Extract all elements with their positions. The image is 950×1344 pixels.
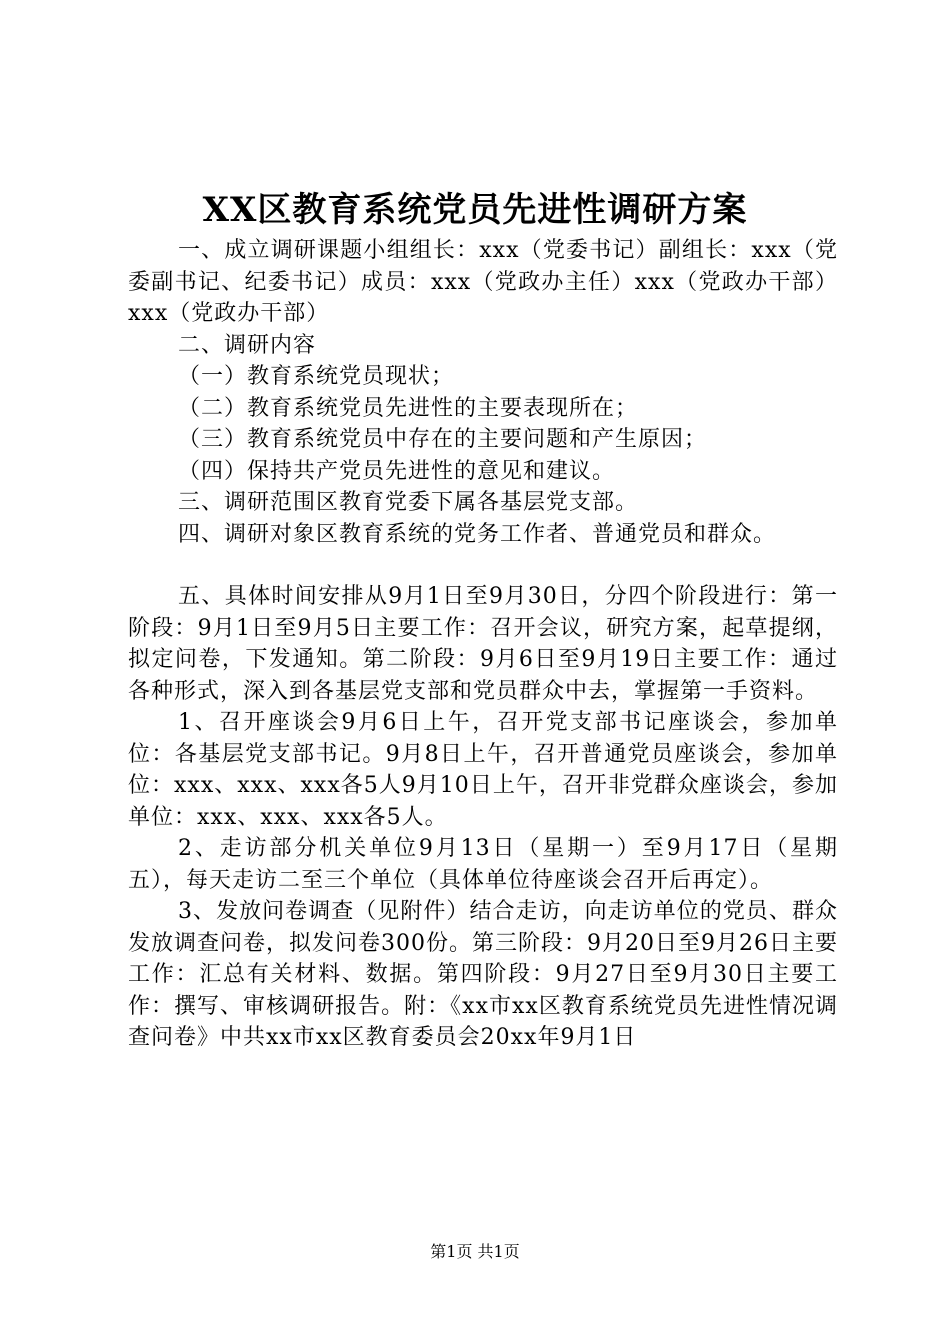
section-4-targets: 四、调研对象区教育系统的党务工作者、普通党员和群众。 [178,521,777,547]
section-2-heading: 二、调研内容 [178,332,317,358]
content-item-1: （一）教育系统党员现状； [178,364,455,389]
document-body [128,235,838,1054]
page-number-footer: 第1页 共1页 [430,1242,520,1261]
document-title: XX区教育系统党员先进性调研方案 [202,190,748,230]
schedule-item-3: 3、发放问卷调查（见附件）结合走访，向走访单位的党员、群众发放调查问卷，拟发问卷300份。第三阶段：9月20日至9月26日主要工作：汇总有关材料、数据。第四阶段：9月27日至9月30日主要工作：撰写、审核调研报告。附：《xx市xx区教育系统党员先进性情况调查问卷》中共xx市xx区教育委员会20xx年9月1日 [128,899,838,1050]
paragraph-spacer [128,550,838,581]
schedule-item-2: 2、走访部分机关单位9月13日（星期一）至9月17日（星期五），每天走访二至三个单位（具体单位待座谈会召开后再定）。 [128,836,838,893]
section-1-team: 一、成立调研课题小组组长：xxx（党委书记）副组长：xxx（党委副书记、纪委书记）成员：xxx（党政办主任）xxx（党政办干部）xxx（党政办干部） [128,238,838,326]
section-5-schedule: 五、具体时间安排从9月1日至9月30日，分四个阶段进行：第一阶段：9月1日至9月5日主要工作：召开会议，研究方案，起草提纲，拟定问卷，下发通知。第二阶段：9月6日至9月19日主要工作：通过各种形式，深入到各基层党支部和党员群众中去，掌握第一手资料。 [128,584,838,704]
content-item-4: （四）保持共产党员先进性的意见和建议。 [178,458,616,484]
content-item-3: （三）教育系统党员中存在的主要问题和产生原因； [178,427,708,452]
content-item-2: （二）教育系统党员先进性的主要表现所在； [178,395,639,421]
schedule-item-1: 1、召开座谈会9月6日上午，召开党支部书记座谈会，参加单位：各基层党支部书记。9月8日上午，召开普通党员座谈会，参加单位：xxx、xxx、xxx各5人9月10日上午，召开非党群众座谈会，参加单位：xxx、xxx、xxx各5人。 [128,710,838,830]
section-3-scope: 三、调研范围区教育党委下属各基层党支部。 [178,490,639,515]
